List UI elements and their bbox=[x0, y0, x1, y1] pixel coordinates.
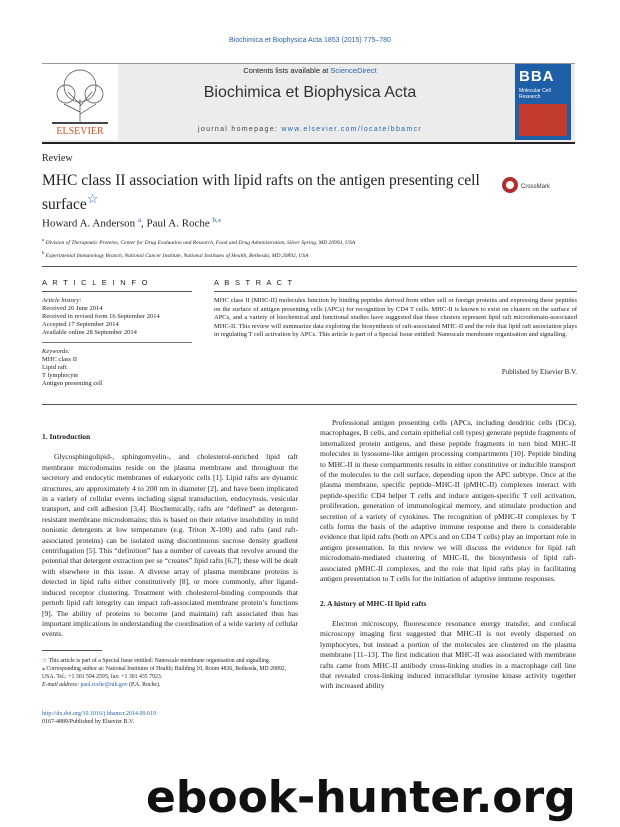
doi-link[interactable]: http://dx.doi.org/10.1016/j.bbamcr.2014.09.019 bbox=[42, 711, 157, 717]
authors: Howard A. Anderson $^a$, Paul A. Roche $^{b,⁎}$ bbox=[42, 216, 222, 230]
online-date: Available online 28 September 2014 bbox=[42, 329, 137, 336]
email-link[interactable]: paul.roche@nih.gov bbox=[80, 682, 128, 688]
footnote-email bbox=[42, 681, 298, 689]
accepted-date: Accepted 17 September 2014 bbox=[42, 321, 119, 328]
footnote-star bbox=[42, 657, 298, 665]
abstract-heading: A B S T R A C T bbox=[214, 278, 294, 287]
history-label: Article history: bbox=[42, 297, 82, 304]
revised-date: Received in revised form 16 September 2014 bbox=[42, 313, 160, 320]
author-1: Howard A. Anderson bbox=[42, 217, 136, 230]
article-info bbox=[42, 297, 192, 388]
footnote-corresponding-mark: ⁎ bbox=[42, 666, 45, 672]
intro-paragraph: Glycosphingolipid-, sphingomyelin-, and cholesterol-enriched lipid raft membrane microdomains reside on the plasma membrane and throughout the secretory and endocytic membranes of eukaryotic cells [1]. Lipid rafts are dynamic structures, are approximately 4 to 200 nm in diameter [2], and have been implicated in a variety of cellular events including signal transduction, endocytosis, vesicular transport, and cell adhesion [3,4]. Biochemically, rafts are “defined” as detergent-resistant membrane microdomains; this is based on their relative insolubility in mild nonionic detergents at low temperature (e.g. Triton X-100) and rafts (and raft-associated proteins) can be isolated using discontinuous sucrose density gradient centrifugation [5]. This “definition” has a number of caveats that revolve around the potential that detergent extraction per se “creates” lipid rafts [6,7]; these will be dealt with elsewhere in this issue. A diverse array of plasma membrane proteins is detected in lipid rafts either constitutively [8], or more commonly, after ligand-induced receptor clustering. Treatment with cholesterol-binding compounds that perturb lipid raft integrity can impact raft-associated membrane protein’s functions [9]. The ability of proteins to become (and maintain) raft associated thus has important implications in understanding the coordination of a wide variety of cellular events. bbox=[42, 452, 298, 639]
issn-line: 0167-4889/Published by Elsevier B.V. bbox=[42, 719, 135, 725]
section-2-heading: 2. A history of MHC-II lipid rafts bbox=[320, 598, 427, 608]
keyword: T lymphocyte bbox=[42, 372, 79, 379]
cover-image bbox=[519, 104, 567, 136]
abstract-text: MHC class II (MHC-II) molecules function by binding peptides derived from either self or foreign proteins and expressing these peptides on the surface of antigen presenting cells (APCs) for recognition by CD4 T cells. MHC-II is known to exist on clusters on the surface of APCs, and a variety of biochemical and functional studies have suggested that these clusters represent lipid raft microdomain-associated MHC-II. This review will summarize data exploring the biosynthesis of raft-associated MHC-II and the role that lipid raft association plays in regulating T cell activation by APCs. This article is part of a Special Issue entitled: Nanoscale membrane organisation and signalling. bbox=[214, 297, 577, 339]
crossmark-label: CrossMark bbox=[521, 184, 551, 190]
cover-subtitle: Molecular Cell Research bbox=[519, 88, 551, 100]
homepage-url[interactable]: www.elsevier.com/locate/bbamcr bbox=[281, 126, 422, 133]
keywords-label: Keywords: bbox=[42, 348, 70, 355]
title-text: MHC class II association with lipid rafts on the antigen presenting cell surface bbox=[42, 172, 480, 214]
affiliation-a-sup: a bbox=[42, 237, 45, 242]
footnote-corresponding-text: Corresponding author at: National Institutes of Health; Building 10, Room 4836, Bethesda, MD 20892, USA. Tel.: +1 301 594 2595; fax: +1 301 435 7923. bbox=[42, 666, 287, 680]
affiliation-a bbox=[42, 235, 582, 248]
footnotes bbox=[42, 657, 298, 689]
footnote-corresponding bbox=[42, 665, 298, 681]
footnote-star-mark: ☆ bbox=[42, 658, 48, 664]
contents-prefix: Contents lists available at bbox=[243, 66, 329, 75]
article-info-heading: A R T I C L E I N F O bbox=[42, 278, 150, 287]
crossmark-badge[interactable] bbox=[501, 176, 561, 194]
author-2-star[interactable]: ⁎ bbox=[217, 216, 222, 224]
homepage-prefix: journal homepage: bbox=[198, 126, 279, 133]
doi-block bbox=[42, 710, 156, 726]
elsevier-wordmark: ELSEVIER bbox=[56, 126, 104, 137]
affiliation-b bbox=[42, 248, 582, 261]
author-2-sup-label[interactable]: b, bbox=[212, 216, 218, 224]
sciencedirect-link[interactable]: ScienceDirect bbox=[330, 66, 377, 75]
article-type: Review bbox=[42, 153, 73, 164]
divider-info bbox=[42, 291, 192, 292]
keyword: MHC class II bbox=[42, 356, 78, 363]
article-title bbox=[42, 172, 482, 214]
email-suffix: (P.A. Roche). bbox=[129, 682, 161, 688]
info-divider bbox=[42, 342, 192, 344]
citation-line[interactable]: Biochimica et Biophysica Acta 1853 (2015) 775–780 bbox=[229, 37, 391, 44]
journal-title: Biochimica et Biophysica Acta bbox=[203, 84, 417, 101]
section-1-heading: 1. Introduction bbox=[42, 432, 91, 441]
affiliations bbox=[42, 235, 582, 261]
keyword: Antigen presenting cell bbox=[42, 380, 103, 387]
affiliation-b-sup: b bbox=[42, 249, 45, 255]
email-label: E-mail address: bbox=[42, 682, 79, 688]
footnote-rule bbox=[42, 650, 102, 651]
right-paragraph-1: Professional antigen presenting cells (APCs, including dendritic cells (DCs), macrophages, B cells, and certain epithelial cell types) generate peptide fragments of internalized protein antigens, and these peptide fragments in turn bind MHC-II molecules in lysosome-like antigen processing compartments [10]. Peptide binding to MHC-II in these compartments results in either constitutive or inducible transport of the molecules to the cell surface, depending upon the APC subtype. Once at the plasma membrane, specific peptide–MHC-II (pMHC-II) complexes interact with peptide-specific CD4 helper T cells and induce antigen-specific T cell activation, proliferation, generation of immunological memory, and stimulate production and secretion of a variety of cytokines. The recognition of pMHC-II complexes by T cells forms the basis of the adaptive immune response and there is considerable evidence that lipid rafts (both on APCs and on CD4 T cells) play an important role in antigen presentation. In this review we will discuss the evidence for lipid raft microdomain-mediated clustering of MHC-II, the biosynthesis of lipid raft-associated pMHC-II complexes, and the role that lipid rafts play in facilitating antigen presentation to T cells for the initiation of adaptive immune responses. bbox=[320, 418, 576, 584]
journal-cover bbox=[515, 64, 571, 140]
author-2-sup[interactable] bbox=[213, 216, 222, 224]
affiliation-b-text: Experimental Immunology Branch, National Cancer Institute, National Institutes of Health, Bethesda, MD 20892, USA bbox=[45, 252, 309, 259]
published-by: Published by Elsevier B.V. bbox=[501, 368, 577, 376]
affiliation-a-text: Division of Therapeutic Proteins, Center for Drug Evaluation and Research, Food and Drug Administration, Silver Spring, MD 20993, USA bbox=[45, 239, 356, 246]
elsevier-logo bbox=[42, 64, 118, 140]
divider-bottom bbox=[42, 404, 577, 405]
left-column bbox=[42, 432, 298, 640]
right-paragraph-2: Electron microscopy, fluorescence resonance energy transfer, and confocal microscopy imaging first suggested that MHC-II is not evenly dispersed on lymphocytes, but instead a portion of the molecules are clustered on the plasma membrane [11–13]. The first indication that MHC-II was associated with membrane rafts came from MHC-II antibody cross-linking studies in a macrophage cell line that revealed cross-linking induced intracellular tyrosine kinase activity together with increased ability bbox=[320, 618, 576, 691]
cover-title: BBA bbox=[519, 68, 555, 85]
received-date: Received 26 June 2014 bbox=[42, 305, 103, 312]
right-column bbox=[320, 418, 576, 692]
title-star[interactable]: ☆ bbox=[86, 191, 99, 206]
footnote-star-text: This article is part of a Special Issue entitled: Nanoscale membrane organisation and signalling. bbox=[48, 658, 271, 664]
keyword: Lipid raft bbox=[42, 364, 67, 371]
divider-abstract bbox=[214, 291, 577, 292]
watermark: ebook-hunter.org bbox=[146, 772, 576, 823]
author-1-sup[interactable]: a bbox=[137, 216, 142, 224]
author-2: Paul A. Roche bbox=[146, 217, 210, 230]
divider-top bbox=[42, 266, 577, 267]
